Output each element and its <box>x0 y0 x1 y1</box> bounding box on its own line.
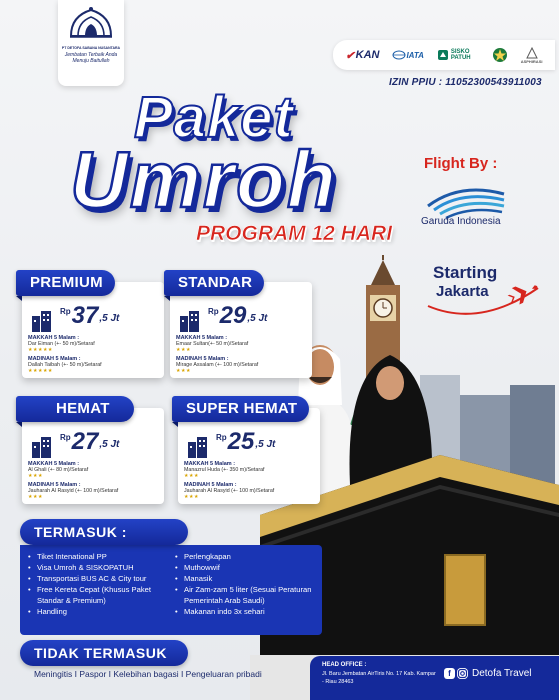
social-handle: Detofa Travel <box>472 668 532 679</box>
excluded-items: Meningitis I Paspor I Kelebihan bagasi I Pengeluaran pribadi <box>34 669 262 679</box>
makkah-label: MAKKAH 5 Malam : <box>184 461 236 467</box>
included-item: • Tiket Intenational PP <box>28 551 168 562</box>
price-suffix: ,5 Jt <box>99 313 120 324</box>
included-heading: TERMASUK : <box>20 519 188 545</box>
price-suffix: ,5 Jt <box>255 439 276 450</box>
starting-label: Starting <box>433 263 498 282</box>
makkah-hotel: Emaar Sultan(+- 50 m)/Setaraf <box>176 341 249 347</box>
hotel-building-icon <box>178 310 202 332</box>
included-item: • Perlengkapan <box>175 551 320 562</box>
included-item: • Handling <box>28 606 168 617</box>
included-item: • Transportasi BUS AC & City tour <box>28 573 168 584</box>
price-suffix: ,5 Jt <box>247 313 268 324</box>
package-card-premium <box>22 274 164 378</box>
iata-label: IATA <box>406 50 424 60</box>
price-currency: Rp <box>216 433 227 442</box>
package-price <box>28 304 158 332</box>
kan-check-icon: ✔ <box>345 49 355 62</box>
included-panel <box>20 545 322 635</box>
package-card-hemat <box>22 400 164 504</box>
package-name: HEMAT <box>16 396 134 422</box>
makkah-label: MAKKAH 5 Malam : <box>28 461 80 467</box>
package-price <box>176 304 306 332</box>
madinah-hotel: Jauharah Al Rasyid (+- 100 m)/Setaraf <box>184 488 275 494</box>
price-value: 25 <box>227 428 255 455</box>
instagram-icon[interactable] <box>457 668 468 679</box>
price-value: 29 <box>219 302 247 329</box>
title-paket: Paket <box>134 85 294 150</box>
makkah-hotel: Al Ghali (+- 80 m)/Setaraf <box>28 467 89 473</box>
ministry-star-emblem-icon <box>492 47 508 63</box>
included-list-left <box>28 551 168 617</box>
head-office-title: HEAD OFFICE : <box>322 662 367 668</box>
madinah-hotel: Mirage Assalam (+- 100 m)/Setaraf <box>176 362 259 368</box>
package-name: SUPER HEMAT <box>172 396 309 422</box>
madinah-hotel: Jauharah Al Rasyid (+- 100 m)/Setaraf <box>28 488 119 494</box>
flight-by-label: Flight By : <box>424 155 498 172</box>
included-item: • Air Zam-zam 5 liter (Sesuai Peraturan Pemerintah Arab Saudi) <box>175 584 320 606</box>
iata-logo <box>392 50 423 60</box>
asphirasi-label: ASPHIRASI <box>520 58 543 64</box>
makkah-label: MAKKAH 5 Malam : <box>28 335 80 341</box>
hotel-building-icon <box>186 436 210 458</box>
company-name: PT DETOFA SABANA NUSANTARA <box>61 46 121 50</box>
program-duration: PROGRAM 12 HARI <box>196 222 393 245</box>
kan-label: KAN <box>355 49 380 61</box>
package-card-super-hemat <box>178 400 320 504</box>
departure-city: Jakarta <box>436 283 489 300</box>
mosque-dome-logo-icon <box>68 6 114 40</box>
price-currency: Rp <box>60 433 71 442</box>
package-card-standar <box>170 274 312 378</box>
makkah-hotel: Dar Eiman (+- 50 m)/Setaraf <box>28 341 95 347</box>
included-item: • Free Kereta Cepat (Khusus Paket Standar & Premium) <box>28 584 168 606</box>
hotel-building-icon <box>30 310 54 332</box>
head-office-box <box>310 656 559 700</box>
asphirasi-logo <box>521 47 543 64</box>
madinah-label: MADINAH 5 Malam : <box>28 482 81 488</box>
hotel-building-icon <box>30 436 54 458</box>
price-currency: Rp <box>60 307 71 316</box>
ministry-emblem <box>492 47 508 63</box>
title-umroh: Umroh <box>70 135 338 224</box>
facebook-icon[interactable]: f <box>444 668 455 679</box>
included-item: • Manasik <box>175 573 320 584</box>
makkah-stars: ★★★ <box>28 473 43 479</box>
company-tagline: Jembatan Terbaik Anda Menuju Baitullah <box>64 52 118 64</box>
madinah-stars: ★★★ <box>176 368 191 374</box>
included-list-right <box>175 551 320 617</box>
makkah-stars: ★★★ <box>176 347 191 353</box>
kan-logo <box>345 49 379 62</box>
madinah-label: MADINAH 5 Malam : <box>28 356 81 362</box>
included-item: • Muthowwif <box>175 562 320 573</box>
social-media <box>444 668 531 679</box>
makkah-stars: ★★★★★ <box>28 347 53 353</box>
ppiu-license-number: IZIN PPIU : 11052300543911003 <box>389 77 542 88</box>
excluded-heading: TIDAK TERMASUK <box>20 640 188 666</box>
siskopatuh-logo <box>437 49 479 61</box>
makkah-label: MAKKAH 5 Malam : <box>176 335 228 341</box>
partner-logos-strip <box>333 40 555 70</box>
madinah-stars: ★★★ <box>184 494 199 500</box>
price-value: 37 <box>71 302 99 329</box>
iata-globe-icon <box>392 50 406 60</box>
included-item: • Makanan indo 3x sehari <box>175 606 320 617</box>
asphirasi-emblem-icon <box>525 47 539 59</box>
package-name: STANDAR <box>164 270 264 296</box>
price-currency: Rp <box>208 307 219 316</box>
airline-name: Garuda Indonesia <box>421 216 501 227</box>
makkah-stars: ★★★ <box>184 473 199 479</box>
price-value: 27 <box>71 428 99 455</box>
package-price <box>28 430 158 458</box>
included-item: • Visa Umroh & SISKOPATUH <box>28 562 168 573</box>
madinah-label: MADINAH 5 Malam : <box>176 356 229 362</box>
package-price <box>184 430 314 458</box>
siskopatuh-label: SISKO PATUH <box>450 49 471 61</box>
package-name: PREMIUM <box>16 270 115 296</box>
price-suffix: ,5 Jt <box>99 439 120 450</box>
company-logo-badge <box>58 0 124 86</box>
head-office-address: Jl. Baru Jembatan AirTiris No. 17 Kab. Kampar - Riau 28463 <box>322 671 436 685</box>
makkah-hotel: Manazrul Huda (+- 350 m)/Setaraf <box>184 467 265 473</box>
madinah-label: MADINAH 5 Malam : <box>184 482 237 488</box>
siskopatuh-emblem-icon <box>437 49 449 61</box>
madinah-stars: ★★★ <box>28 494 43 500</box>
madinah-hotel: Dallah Taibah (+- 50 m)/Setaraf <box>28 362 102 368</box>
madinah-stars: ★★★★★ <box>28 368 53 374</box>
